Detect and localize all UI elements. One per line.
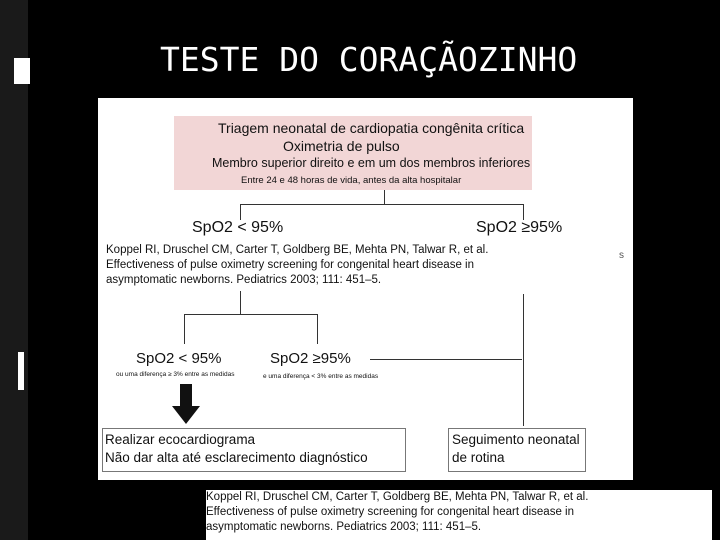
connector-split-right: [317, 314, 318, 344]
down-arrow-icon: [172, 384, 200, 424]
reference-line1: Koppel RI, Druschel CM, Carter T, Goldberg BE, Mehta PN, Talwar R, et al.: [206, 491, 589, 503]
outcome-right-line1: Seguimento neonatal: [452, 432, 580, 447]
stray-glyph: s: [619, 250, 624, 261]
outcome-right-box: [448, 428, 586, 472]
connector-horizontal: [240, 204, 524, 205]
reference-line3: asymptomatic newborns. Pediatrics 2003; 111: 451–5.: [206, 521, 482, 533]
connector-right-long: [523, 294, 524, 426]
outcome-left-line2: Não dar alta até esclarecimento diagnóstico: [105, 450, 368, 465]
retest-left-label: SpO2 < 95%: [136, 350, 222, 367]
connector-right-drop: [523, 204, 524, 220]
connector-top: [384, 190, 385, 204]
connector-split-left: [184, 314, 185, 344]
reference-line2: Effectiveness of pulse oximetry screening for congenital heart disease in: [106, 259, 474, 271]
retest-left-note: ou uma diferença ≥ 3% entre as medidas: [116, 371, 235, 378]
bar-accent-mark-lower: [18, 352, 24, 390]
page-title: TESTE DO CORAÇÃOZINHO: [160, 40, 578, 79]
screening-title: Triagem neonatal de cardiopatia congênita crítica: [218, 120, 525, 136]
screening-sites: Membro superior direito e em um dos membros inferiores: [212, 156, 531, 170]
branch-right-label: SpO2 ≥95%: [476, 219, 563, 236]
reference-block: [206, 490, 712, 540]
branch-left-label: SpO2 < 95%: [192, 219, 284, 236]
screening-box: [174, 116, 532, 190]
screening-method: Oximetria de pulso: [283, 138, 400, 154]
connector-split: [184, 314, 318, 315]
flowchart-figure: [98, 98, 633, 480]
outcome-left-box: [102, 428, 406, 472]
connector-left-drop: [240, 204, 241, 220]
connector-retest-right: [370, 359, 522, 360]
outcome-right-line2: de rotina: [452, 450, 505, 465]
retest-right-note: e uma diferença < 3% entre as medidas: [263, 373, 379, 380]
retest-right-label: SpO2 ≥95%: [270, 350, 351, 367]
screening-timing: Entre 24 e 48 horas de vida, antes da alta hospitalar: [241, 175, 462, 186]
bar-accent-mark: [14, 58, 30, 84]
reference-line3: asymptomatic newborns. Pediatrics 2003; 111: 451–5.: [106, 274, 382, 286]
reference-line1: Koppel RI, Druschel CM, Carter T, Goldberg BE, Mehta PN, Talwar R, et al.: [106, 244, 489, 256]
reference-line2: Effectiveness of pulse oximetry screening for congenital heart disease in: [206, 506, 574, 518]
reference-overlay-inline: [106, 243, 612, 291]
connector-left-mid: [240, 288, 241, 314]
outcome-left-line1: Realizar ecocardiograma: [105, 432, 256, 447]
